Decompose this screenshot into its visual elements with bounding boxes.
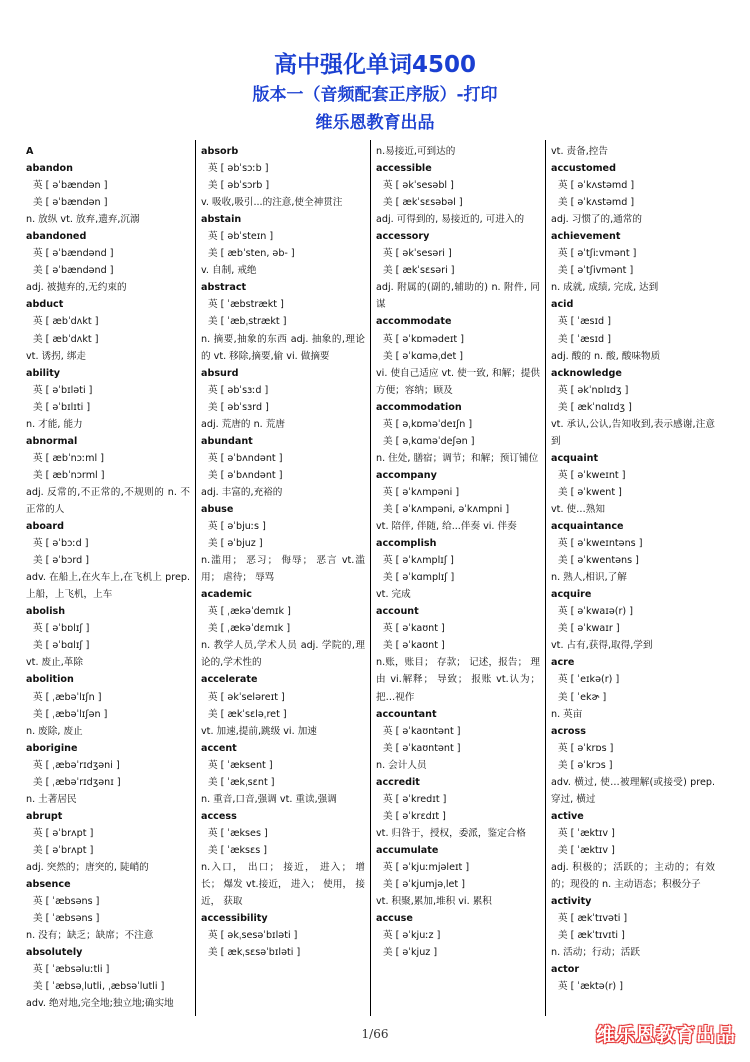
phonetic: 美 [ əˈkʌmpəni, əˈkʌmpni ] [383, 503, 510, 515]
headword: accommodate [376, 316, 452, 328]
phonetic: 美 [ æbˈnɔrml ] [33, 469, 105, 481]
phonetic: 英 [ əˈkweɪntəns ] [558, 538, 643, 550]
definition: adj. 丰富的,充裕的 [201, 486, 283, 498]
definition: n. 熟人,相识,了解 [551, 572, 627, 584]
phonetic: 美 [ ækˌsɛsəˈbɪləti ] [208, 947, 301, 959]
phonetic: 美 [ əˈtʃivmənt ] [558, 265, 634, 277]
headword: accent [201, 742, 237, 754]
phonetic: 美 [ əˈkwaɪr ] [558, 623, 620, 635]
phonetic: 英 [ əˈkʌstəmd ] [558, 180, 635, 192]
definition: n. 英亩 [551, 708, 583, 720]
phonetic: 美 [ əˈbɪlɪti ] [33, 401, 91, 413]
phonetic: 英 [ əbˈsɜːd ] [208, 384, 269, 396]
document-subtitle: 版本一（音频配套正序版）-打印 [252, 85, 498, 105]
column-divider [545, 140, 546, 1016]
definition: n. 没有；缺乏；缺席；不注意 [26, 930, 154, 942]
headword: abolish [26, 606, 66, 618]
column-divider [195, 140, 196, 1016]
phonetic: 美 [ ˈæktɪv ] [558, 844, 615, 856]
headword: across [551, 725, 586, 737]
column-divider [370, 140, 371, 1016]
phonetic: 美 [ ˈæbsəˌlutli, ˌæbsəˈlutli ] [33, 981, 165, 993]
headword: abstract [201, 282, 247, 294]
definition: vt. 占有,获得,取得,学到 [551, 640, 653, 652]
phonetic: 美 [ æbˈdʌkt ] [33, 333, 99, 345]
headword: accredit [376, 776, 420, 788]
phonetic: 英 [ əkˈsesəri ] [383, 248, 452, 260]
headword: abolition [26, 674, 74, 686]
phonetic: 美 [ ˈæsɪd ] [558, 333, 611, 345]
phonetic: 英 [ ˈæktɪv ] [558, 827, 615, 839]
phonetic: 美 [ əˈkrɔs ] [558, 759, 613, 771]
headword: acre [551, 657, 575, 669]
phonetic: 英 [ æbˈnɔːml ] [33, 452, 104, 464]
phonetic: 美 [ ˌæbəˈrɪdʒənɪ ] [33, 776, 121, 788]
phonetic: 英 [ əˈkwaɪə(r) ] [558, 606, 633, 618]
definition: adj. 突然的；唐突的, 陡峭的 [26, 861, 149, 873]
headword: accountant [376, 708, 437, 720]
headword: abuse [201, 503, 234, 515]
watermark-logo: 维乐恩教育出品 [595, 1024, 736, 1046]
definition: adj. 荒唐的 n. 荒唐 [201, 418, 285, 430]
headword: active [551, 810, 584, 822]
word-column-3 [376, 143, 540, 1015]
headword: accustomed [551, 163, 616, 175]
definition: n. 住处, 膳宿；调节；和解；预订铺位 [376, 452, 539, 464]
definition: vi. 使自己适应 vt. 使一致, 和解；提供方便；容纳；顾及 [376, 367, 540, 396]
headword: access [201, 810, 237, 822]
headword: aborigine [26, 742, 78, 754]
phonetic: 美 [ əˈkʌstəmd ] [558, 197, 635, 209]
headword: accelerate [201, 674, 258, 686]
phonetic: 美 [ ˈekɚ ] [558, 691, 607, 703]
phonetic: 英 [ ˈæktə(r) ] [558, 981, 623, 993]
phonetic: 美 [ əˈkjumjəˌlet ] [383, 879, 465, 891]
headword: acquire [551, 589, 592, 601]
phonetic: 英 [ əˈbændən ] [33, 180, 108, 192]
headword: accessibility [201, 913, 268, 925]
phonetic: 英 [ ˌæbəˈlɪʃn ] [33, 691, 102, 703]
definition: n. 教学人员,学术人员 adj. 学院的,理论的,学术性的 [201, 640, 365, 669]
phonetic: 美 [ ˈæbˌstrækt ] [208, 316, 287, 328]
phonetic: 英 [ əkˈsesəbl ] [383, 180, 454, 192]
document-title: 高中强化单词4500 [273, 52, 476, 78]
definition: adj. 习惯了的,通常的 [551, 214, 642, 226]
phonetic: 美 [ əˈbɑlɪʃ ] [33, 640, 90, 652]
definition: n. 放纵 vt. 放弃,遗弃,沉溺 [26, 214, 140, 226]
phonetic: 美 [ ækˈsɛsəri ] [383, 265, 455, 277]
phonetic: 英 [ əbˈsɔːb ] [208, 163, 269, 175]
phonetic: 英 [ əˈbrʌpt ] [33, 827, 94, 839]
headword: acid [551, 299, 574, 311]
phonetic: 英 [ ˈæksent ] [208, 759, 273, 771]
phonetic: 美 [ əˈkwentəns ] [558, 555, 639, 567]
phonetic: 美 [ ækˈsɛləˌret ] [208, 708, 287, 720]
definition: vt. 责备,控告 [551, 146, 608, 157]
headword: accuse [376, 913, 413, 925]
phonetic: 英 [ ˌækəˈdemɪk ] [208, 606, 291, 618]
phonetic: 英 [ əˌkɒməˈdeɪʃn ] [383, 418, 473, 430]
phonetic: 英 [ əkˈnɒlɪdʒ ] [558, 384, 629, 396]
phonetic: 英 [ ˈæbstrækt ] [208, 299, 284, 311]
phonetic: 英 [ əˈkrɒs ] [558, 742, 614, 754]
phonetic: 美 [ ˈækˌsɛnt ] [208, 776, 275, 788]
page-number: 1/66 [361, 1027, 389, 1041]
headword: actor [551, 964, 580, 976]
phonetic: 美 [ əbˈsɜrd ] [208, 401, 269, 413]
phonetic: 英 [ əˈkʌmpəni ] [383, 486, 460, 498]
phonetic: 美 [ əbˈsɔrb ] [208, 180, 270, 192]
phonetic: 英 [ əbˈsteɪn ] [208, 231, 274, 243]
headword: absolutely [26, 947, 83, 959]
definition: vt. 诱拐, 绑走 [26, 350, 87, 362]
phonetic: 英 [ əˈbʌndənt ] [208, 452, 283, 464]
phonetic: 美 [ æbˈsten, əb- ] [208, 248, 295, 260]
definition: adv. 绝对地,完全地;独立地;确实地 [26, 998, 174, 1010]
headword: account [376, 606, 419, 618]
phonetic: 英 [ ˈæbsəns ] [33, 896, 100, 908]
headword: absorb [201, 146, 239, 157]
phonetic: 美 [ ækˈnɑlɪdʒ ] [558, 401, 632, 413]
word-column-1 [26, 143, 190, 1015]
definition: vt. 陪伴, 伴随, 给...伴奏 vi. 伴奏 [376, 521, 517, 533]
definition: vt. 归咎于，授权，委派，鉴定合格 [376, 827, 526, 839]
definition: n. 活动；行动；活跃 [551, 947, 640, 959]
definition: adj. 反常的,不正常的,不规则的 n. 不正常的人 [26, 486, 190, 515]
definition: n. 成就, 成绩, 完成, 达到 [551, 282, 659, 294]
definition: n.易接近,可到达的 [376, 146, 456, 157]
headword: abstain [201, 214, 242, 226]
definition: adj. 被抛弃的,无约束的 [26, 282, 127, 294]
phonetic: 英 [ əkˈseləreɪt ] [208, 691, 285, 703]
phonetic: 英 [ əˈkʌmplɪʃ ] [383, 555, 454, 567]
definition: adv. 横过, 使…被理解(或接受) prep. 穿过, 横过 [551, 776, 715, 805]
definition: n.账，账目； 存款； 记述，报告； 理由 vi.解释； 导致； 报账 vt.认为； 把…视作 [376, 657, 540, 703]
phonetic: 美 [ ˌæbəˈlɪʃən ] [33, 708, 108, 720]
definition: adj. 可得到的, 易接近的, 可进入的 [376, 214, 525, 226]
phonetic: 美 [ əˈkrɛdɪt ] [383, 810, 446, 822]
headword: abundant [201, 435, 253, 447]
headword: accompany [376, 469, 437, 481]
phonetic: 美 [ əˈkaʊnt ] [383, 640, 445, 652]
headword: acquaint [551, 452, 599, 464]
phonetic: 英 [ ˈæsɪd ] [558, 316, 611, 328]
phonetic: 英 [ ækˈtɪvəti ] [558, 913, 628, 925]
definition: n. 重音,口音,强调 vt. 重读,强调 [201, 793, 337, 805]
phonetic: 美 [ əˈbrʌpt ] [33, 844, 94, 856]
phonetic: 美 [ əˈbændənd ] [33, 265, 114, 277]
definition: n.滥用； 恶习； 侮辱； 恶言 vt.滥用； 虐待； 辱骂 [201, 555, 365, 584]
headword: abandoned [26, 231, 87, 243]
phonetic: 美 [ əˈkɑməˌdet ] [383, 350, 464, 362]
headword: acknowledge [551, 367, 622, 379]
headword: abduct [26, 299, 64, 311]
headword: accumulate [376, 844, 439, 856]
phonetic: 美 [ ækˈsɛsəbəl ] [383, 197, 463, 209]
headword: aboard [26, 521, 65, 533]
definition: n. 才能, 能力 [26, 418, 83, 430]
headword: accommodation [376, 401, 462, 413]
definition: n. 摘要,抽象的东西 adj. 抽象的,理论的 vt. 移除,摘要,偷 vi. 做摘要 [201, 333, 365, 362]
definition: n. 会计人员 [376, 759, 427, 771]
phonetic: 英 [ ˈeɪkə(r) ] [558, 674, 620, 686]
word-column-2 [201, 143, 365, 1015]
phonetic: 美 [ ækˈtɪvɪti ] [558, 930, 625, 942]
word-column-4 [551, 143, 715, 1015]
phonetic: 美 [ əˈkwent ] [558, 486, 622, 498]
headword: A [26, 146, 34, 157]
phonetic: 英 [ əˈkaʊntənt ] [383, 725, 461, 737]
phonetic: 英 [ əˈtʃiːvmənt ] [558, 248, 637, 260]
phonetic: 美 [ əˌkɑməˈdeʃən ] [383, 435, 475, 447]
definition: n.入口， 出口； 接近， 进入； 增长； 爆发 vt.接近， 进入； 使用， 接近， 获取 [201, 861, 365, 908]
definition: vt. 积聚,累加,堆积 vi. 累积 [376, 896, 492, 908]
phonetic: 美 [ əˈbjuz ] [208, 538, 263, 550]
headword: academic [201, 589, 252, 601]
headword: accomplish [376, 538, 437, 550]
headword: acquaintance [551, 521, 624, 533]
phonetic: 英 [ ˈæbsəluːtli ] [33, 964, 110, 976]
headword: absurd [201, 367, 239, 379]
definition: n. 废除, 废止 [26, 725, 83, 737]
phonetic: 英 [ əˈkɒmədeɪt ] [383, 333, 464, 345]
headword: abrupt [26, 810, 63, 822]
phonetic: 美 [ əˈbændən ] [33, 197, 108, 209]
phonetic: 美 [ ˈæksɛs ] [208, 844, 268, 856]
phonetic: 美 [ ˌækəˈdɛmɪk ] [208, 623, 291, 635]
definition: vt. 废止,革除 [26, 657, 83, 669]
phonetic: 英 [ ˈækses ] [208, 827, 268, 839]
definition: n. 土著居民 [26, 793, 77, 805]
definition: vt. 使…熟知 [551, 503, 605, 515]
phonetic: 英 [ əˈbɪləti ] [33, 384, 93, 396]
definition: adv. 在船上,在火车上,在飞机上 prep. 上船，上飞机，上车 [26, 572, 190, 601]
headword: activity [551, 896, 592, 908]
definition: v. 自制, 戒绝 [201, 265, 257, 277]
definition: vt. 承认,公认,告知收到,表示感谢,注意到 [551, 418, 715, 447]
phonetic: 美 [ əˈkjuz ] [383, 947, 438, 959]
definition: vt. 完成 [376, 589, 411, 601]
publisher-line: 维乐恩教育出品 [315, 113, 435, 133]
definition: vt. 加速,提前,跳级 vi. 加速 [201, 725, 317, 737]
definition: adj. 积极的；活跃的；主动的；有效的；现役的 n. 主动语态；积极分子 [551, 861, 715, 891]
definition: adj. 附属的(副的,辅助的) n. 附件, 同谋 [376, 282, 540, 311]
phonetic: 美 [ əˈkɑmplɪʃ ] [383, 572, 455, 584]
phonetic: 英 [ əˈkjuːz ] [383, 930, 441, 942]
phonetic: 英 [ əˈbɒlɪʃ ] [33, 623, 90, 635]
headword: achievement [551, 231, 621, 243]
headword: ability [26, 367, 61, 379]
definition: adj. 酸的 n. 酸, 酸味物质 [551, 350, 661, 362]
phonetic: 英 [ əˈkaʊnt ] [383, 623, 445, 635]
definition: v. 吸收,吸引...的注意,使全神贯注 [201, 197, 343, 209]
phonetic: 英 [ əkˌsesəˈbɪləti ] [208, 930, 298, 942]
phonetic: 英 [ əˈbændənd ] [33, 248, 114, 260]
phonetic: 美 [ əˈbɔrd ] [33, 555, 89, 567]
headword: abandon [26, 163, 73, 175]
phonetic: 美 [ əˈkaʊntənt ] [383, 742, 461, 754]
phonetic: 英 [ əˈkredɪt ] [383, 793, 447, 805]
phonetic: 英 [ əˈbjuːs ] [208, 521, 266, 533]
phonetic: 英 [ əˈkjuːmjəleɪt ] [383, 861, 470, 873]
phonetic: 英 [ ˌæbəˈrɪdʒəni ] [33, 759, 120, 771]
phonetic: 英 [ əˈkweɪnt ] [558, 469, 626, 481]
headword: accessible [376, 163, 432, 175]
headword: accessory [376, 231, 430, 243]
phonetic: 英 [ əˈbɔːd ] [33, 538, 89, 550]
headword: absence [26, 879, 71, 891]
phonetic: 美 [ əˈbʌndənt ] [208, 469, 283, 481]
phonetic: 英 [ æbˈdʌkt ] [33, 316, 99, 328]
phonetic: 美 [ ˈæbsəns ] [33, 913, 100, 925]
headword: abnormal [26, 435, 78, 447]
